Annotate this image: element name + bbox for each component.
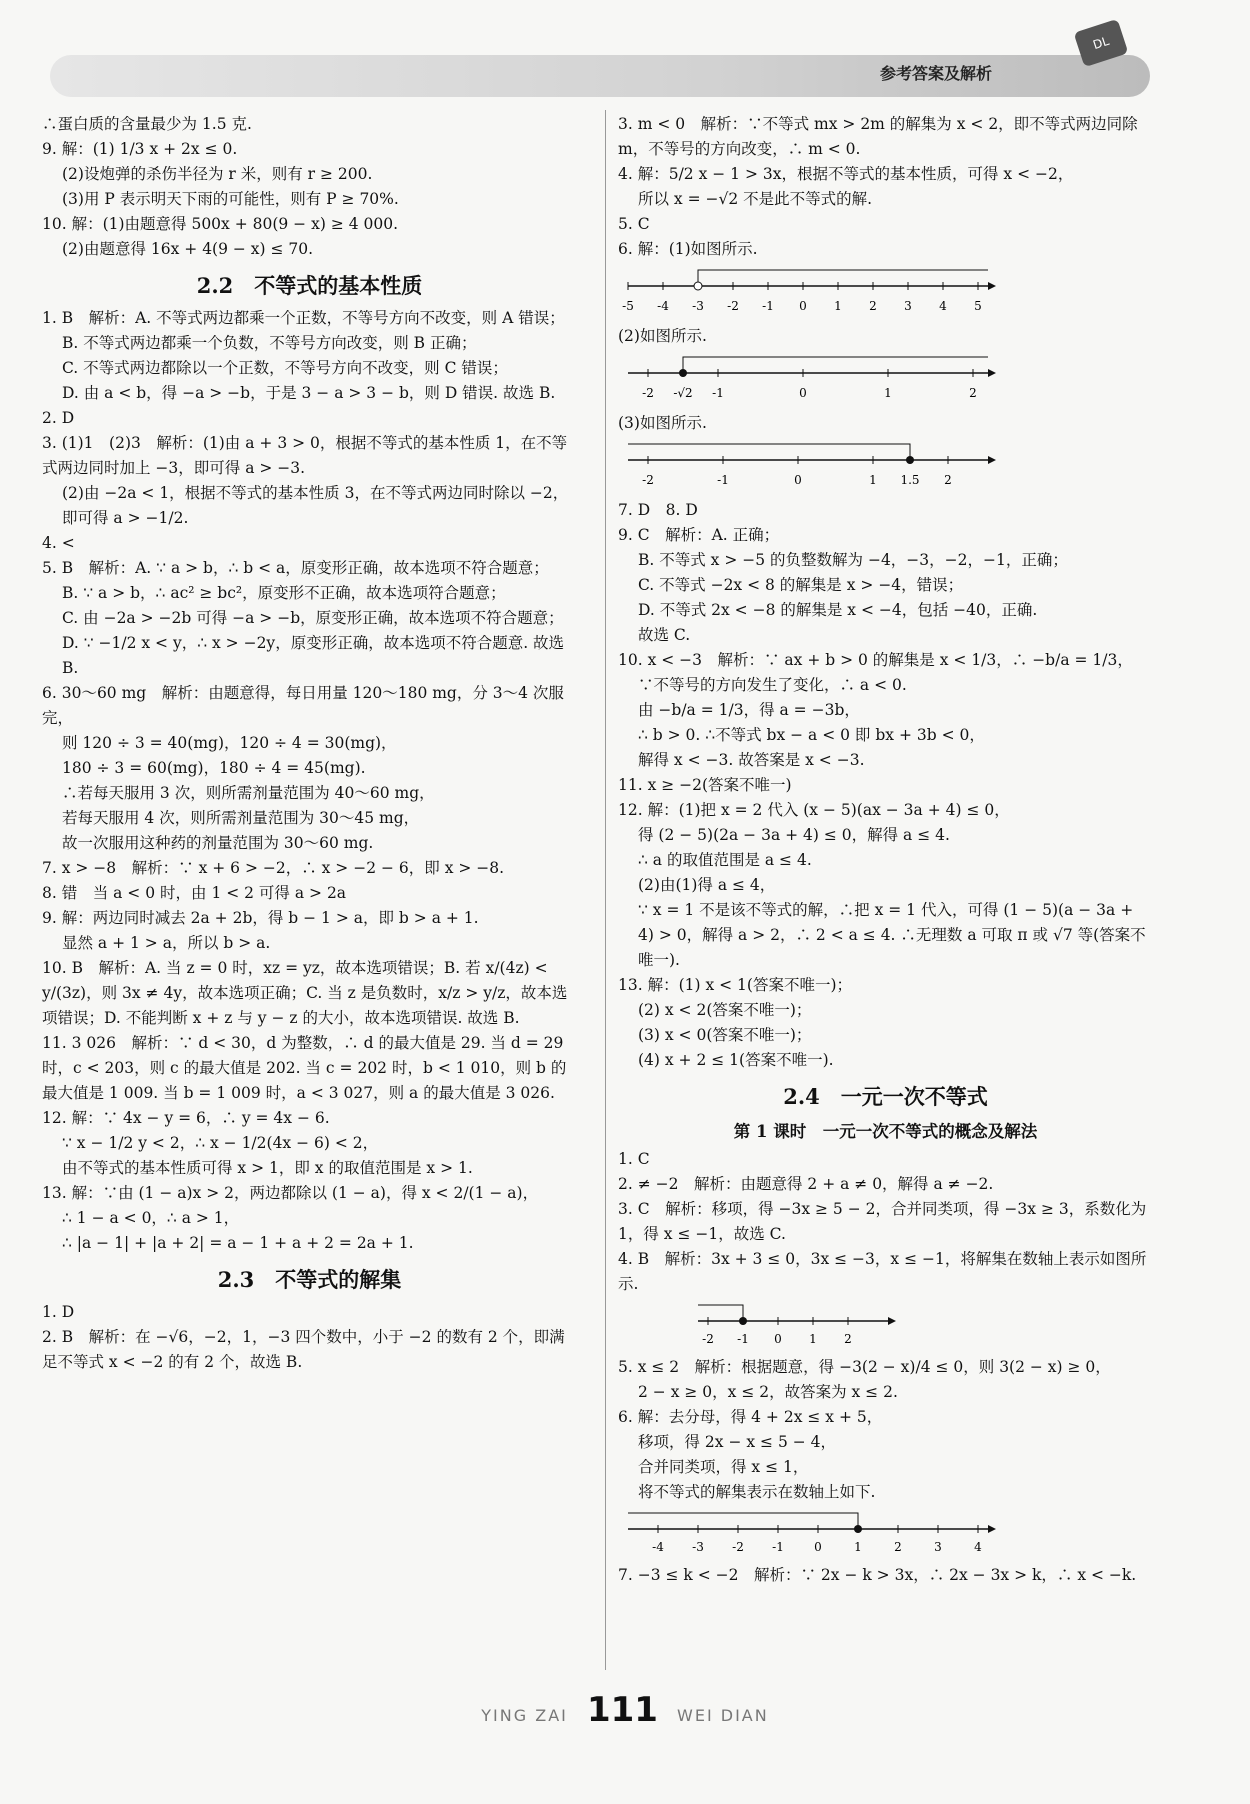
tick-label: -2 [642, 386, 654, 400]
text-line: 若每天服用 4 次，则所需剂量范围为 30～45 mg， [62, 809, 420, 827]
tick-label: -1 [762, 299, 774, 313]
tick-label: -1 [772, 1540, 784, 1554]
tick-label: 0 [799, 386, 807, 400]
solution-range [698, 1305, 743, 1321]
text-line: (2)如图所示. [618, 327, 707, 345]
number-line [618, 440, 998, 492]
text-line: 10. x < −3 解析：∵ ax + b > 0 的解集是 x < 1/3，∴ −b/a = 1/3， [618, 651, 1133, 669]
text-line: D. ∵ −1/2 x < y，∴ x > −2y，原变形正确，故本选项不符合题意. 故选 B. [62, 634, 565, 677]
text-line: 2. D [42, 409, 75, 427]
text-line: 11. x ≥ −2(答案不唯一) [618, 776, 792, 794]
text-line: (2)设炮弹的杀伤半径为 r 米，则有 r ≥ 200. [62, 165, 373, 183]
tick-label: 1 [834, 299, 842, 313]
text-line: 故选 C. [638, 626, 691, 644]
text-line: 9. C 解析：A. 正确； [618, 526, 780, 544]
text-line: 180 ÷ 3 = 60(mg)，180 ÷ 4 = 45(mg). [62, 759, 366, 777]
tick-label: -3 [692, 299, 704, 313]
text-line: 6. 30～60 mg 解析：由题意得，每日用量 120～180 mg，分 3～4 次服完， [42, 684, 564, 727]
arrow-head [988, 456, 996, 464]
text-line: ∵ x = 1 不是该不等式的解，∴把 x = 1 代入，可得 (1 − 5)(a − 3a + 4) > 0，解得 a > 2，∴ 2 < a ≤ 4. ∴无理数 a 可取 π 或 √7 等(答案不唯一). [638, 901, 1146, 969]
text-line: 得 (2 − 5)(2a − 3a + 4) ≤ 0，解得 a ≤ 4. [638, 826, 950, 844]
text-line: (3) x < 0(答案不唯一)； [638, 1026, 812, 1044]
text-line: (2)由(1)得 a ≤ 4， [638, 876, 776, 894]
text-line: (3)用 P 表示明天下雨的可能性，则有 P ≥ 70%. [62, 190, 399, 208]
text-line: (4) x + 2 ≤ 1(答案不唯一). [638, 1051, 834, 1069]
tick-label: 2 [944, 473, 952, 487]
text-line: D. 由 a < b，得 −a > −b，于是 3 − a > 3 − b，则 D 错误. 故选 B. [62, 384, 556, 402]
text-line: 10. 解：(1)由题意得 500x + 80(9 − x) ≥ 4 000. [42, 215, 399, 233]
text-line: B. 不等式两边都乘一个负数，不等号方向改变，则 B 正确； [62, 334, 477, 352]
right-column [618, 112, 1153, 1588]
text-line: 解得 x < −3. 故答案是 x < −3. [638, 751, 865, 769]
text-line: (2)由题意得 16x + 4(9 − x) ≤ 70. [62, 240, 314, 258]
open-point [694, 282, 702, 290]
arrow-head [988, 1525, 996, 1533]
closed-point [679, 369, 687, 377]
text-line: 9. 解：两边同时减去 2a + 2b，得 b − 1 > a，即 b > a + 1. [42, 909, 479, 927]
text-line: 4. B 解析：3x + 3 ≤ 0，3x ≤ −3，x ≤ −1，将解集在数轴上表示如图所示. [618, 1250, 1147, 1293]
tick-label: -2 [642, 473, 654, 487]
text-line: 4. < [42, 534, 75, 552]
tick-label: -3 [692, 1540, 704, 1554]
solution-range [698, 270, 988, 286]
closed-point [854, 1525, 862, 1533]
text-line: 8. 错 当 a < 0 时，由 1 < 2 可得 a > 2a [42, 884, 347, 902]
column-divider [605, 110, 606, 1670]
tick-label: 3 [934, 1540, 942, 1554]
solution-range [683, 357, 988, 373]
text-line: 13. 解：(1) x < 1(答案不唯一)； [618, 976, 852, 994]
text-line: 则 120 ÷ 3 = 40(mg)，120 ÷ 4 = 30(mg)， [62, 734, 397, 752]
text-line: ∴ 1 − a < 0，∴ a > 1， [62, 1209, 240, 1227]
tick-label: 1 [809, 1332, 817, 1346]
text-line: 7. −3 ≤ k < −2 解析：∵ 2x − k > 3x，∴ 2x − 3x > k，∴ x < −k. [618, 1566, 1137, 1584]
text-line: 12. 解：(1)把 x = 2 代入 (x − 5)(ax − 3a + 4) ≤ 0， [618, 801, 1010, 819]
tick-label: -1 [717, 473, 729, 487]
text-line: 4. 解：5/2 x − 1 > 3x，根据不等式的基本性质，可得 x < −2， [618, 165, 1074, 183]
tick-label: 0 [799, 299, 807, 313]
text-line: 5. x ≤ 2 解析：根据题意，得 −3(2 − x)/4 ≤ 0，则 3(2 − x) ≥ 0， [618, 1358, 1111, 1376]
tick-label: 4 [939, 299, 947, 313]
text-line: (2)由 −2a < 1，根据不等式的基本性质 3，在不等式两边同时除以 −2，即可得 a > −1/2. [62, 484, 569, 527]
section-heading: 2.3 不等式的解集 [217, 1267, 402, 1292]
tick-label: -2 [702, 1332, 714, 1346]
text-line: 所以 x = −√2 不是此不等式的解. [638, 190, 873, 208]
text-line: ∴ |a − 1| + |a + 2| = a − 1 + a + 2 = 2a + 1. [62, 1234, 414, 1252]
text-line: 1. B 解析：A. 不等式两边都乘一个正数，不等号方向不改变，则 A 错误； [42, 309, 565, 327]
text-line: 12. 解：∵ 4x − y = 6，∴ y = 4x − 6. [42, 1109, 330, 1127]
text-line: C. 由 −2a > −2b 可得 −a > −b，原变形正确，故本选项不符合题意； [62, 609, 564, 627]
text-line: D. 不等式 2x < −8 的解集是 x < −4，包括 −40，正确. [638, 601, 1038, 619]
text-line: 9. 解：(1) 1/3 x + 2x ≤ 0. [42, 140, 238, 158]
text-line: 3. C 解析：移项，得 −3x ≥ 5 − 2，合并同类项，得 −3x ≥ 3，系数化为 1，得 x ≤ −1，故选 C. [618, 1200, 1147, 1243]
text-line: ∴蛋白质的含量最少为 1.5 克. [42, 115, 252, 133]
tick-label: 2 [844, 1332, 852, 1346]
text-line: ∴若每天服用 3 次，则所需剂量范围为 40～60 mg， [62, 784, 435, 802]
tick-label: -4 [652, 1540, 664, 1554]
text-line: 由不等式的基本性质可得 x > 1，即 x 的取值范围是 x > 1. [62, 1159, 473, 1177]
text-line: ∴ a 的取值范围是 a ≤ 4. [638, 851, 812, 869]
text-line: 将不等式的解集表示在数轴上如下. [638, 1483, 876, 1501]
tick-label: 2 [869, 299, 877, 313]
tick-label: 1 [854, 1540, 862, 1554]
text-line: ∴ b > 0. ∴不等式 bx − a < 0 即 bx + 3b < 0， [638, 726, 985, 744]
text-line: 移项，得 2x − x ≤ 5 − 4， [638, 1433, 837, 1451]
number-line [618, 1509, 998, 1557]
publisher-logo: DL [1074, 19, 1129, 67]
tick-label: -2 [732, 1540, 744, 1554]
tick-label: -√2 [673, 386, 693, 400]
tick-label: 2 [894, 1540, 902, 1554]
text-line: (2) x < 2(答案不唯一)； [638, 1001, 812, 1019]
number-line [688, 1301, 1068, 1349]
text-line: 6. 解：(1)如图所示. [618, 240, 758, 258]
text-line: B. 不等式 x > −5 的负整数解为 −4，−3，−2，−1，正确； [638, 551, 1068, 569]
tick-label: 1 [884, 386, 892, 400]
tick-label: -1 [737, 1332, 749, 1346]
arrow-head [988, 369, 996, 377]
section-heading: 2.2 不等式的基本性质 [196, 273, 423, 298]
text-line: 11. 3 026 解析：∵ d < 30，d 为整数，∴ d 的最大值是 29. 当 d = 29 时，c < 203，则 c 的最大值是 202. 当 c = 202 时，b < 1 010，则 b 的最大值是 1 009. 当 b = 1 009 时，a < 3 027，则 a 的最大值是 3 026. [42, 1034, 567, 1102]
text-line: 由 −b/a = 1/3，得 a = −3b， [638, 701, 860, 719]
text-line: 7. x > −8 解析：∵ x + 6 > −2，∴ x > −2 − 6，即 x > −8. [42, 859, 505, 877]
tick-label: -2 [727, 299, 739, 313]
text-line: 1. C [618, 1150, 650, 1168]
arrow-head [888, 1317, 896, 1325]
text-line: B. ∵ a > b，∴ ac² ≥ bc²，原变形不正确，故本选项符合题意； [62, 584, 506, 602]
solution-range [628, 1513, 858, 1529]
text-line: 5. C [618, 215, 650, 233]
tick-label: 5 [974, 299, 982, 313]
text-line: ∵ x − 1/2 y < 2，∴ x − 1/2(4x − 6) < 2， [62, 1134, 379, 1152]
tick-label: 1 [869, 473, 877, 487]
left-column [42, 112, 577, 1375]
text-line: 2 − x ≥ 0，x ≤ 2，故答案为 x ≤ 2. [638, 1383, 898, 1401]
subsection-heading: 第 1 课时 一元一次不等式的概念及解法 [733, 1122, 1038, 1141]
text-line: 5. B 解析：A. ∵ a > b，∴ b < a，原变形正确，故本选项不符合题意； [42, 559, 549, 577]
page-footer [0, 1690, 1250, 1730]
tick-label: -1 [712, 386, 724, 400]
text-line: 6. 解：去分母，得 4 + 2x ≤ x + 5， [618, 1408, 883, 1426]
number-line [618, 266, 998, 318]
text-line: 13. 解：∵由 (1 − a)x > 2，两边都除以 (1 − a)，得 x < 2/(1 − a)， [42, 1184, 539, 1202]
text-line: 故一次服用这种药的剂量范围为 30～60 mg. [62, 834, 374, 852]
closed-point [739, 1317, 747, 1325]
text-line: 10. B 解析：A. 当 z = 0 时，xz = yz，故本选项错误；B. 若 x/(4z) < y/(3z)，则 3x ≠ 4y，故本选项正确；C. 当 z 是负数时，x/z > y/z，故本选项错误；D. 不能判断 x + z 与 y − z 的大小，故本选项错误. 故选 B. [42, 959, 568, 1027]
text-line: 7. D 8. D [618, 501, 698, 519]
number-line [618, 353, 998, 405]
text-line: 2. B 解析：在 −√6，−2，1，−3 四个数中，小于 −2 的数有 2 个，即满足不等式 x < −2 的有 2 个，故选 B. [42, 1328, 565, 1371]
tick-label: 3 [904, 299, 912, 313]
tick-label: -5 [622, 299, 634, 313]
text-line: (3)如图所示. [618, 414, 707, 432]
text-line: 3. (1)1 (2)3 解析：(1)由 a + 3 > 0，根据不等式的基本性质 1，在不等式两边同时加上 −3，即可得 a > −3. [42, 434, 568, 477]
text-line: C. 不等式 −2x < 8 的解集是 x > −4，错误； [638, 576, 964, 594]
solution-range [628, 444, 910, 460]
text-line: 3. m < 0 解析：∵不等式 mx > 2m 的解集为 x < 2，即不等式两边同除 m，不等号的方向改变，∴ m < 0. [618, 115, 1138, 158]
tick-label: 0 [814, 1540, 822, 1554]
tick-label: 0 [794, 473, 802, 487]
tick-label: 2 [969, 386, 977, 400]
footer-right: WEI DIAN [677, 1706, 769, 1725]
text-line: 2. ≠ −2 解析：由题意得 2 + a ≠ 0，解得 a ≠ −2. [618, 1175, 994, 1193]
text-line: 合并同类项，得 x ≤ 1， [638, 1458, 809, 1476]
text-line: ∵不等号的方向发生了变化，∴ a < 0. [638, 676, 907, 694]
text-line: C. 不等式两边都除以一个正数，不等号方向不改变，则 C 错误； [62, 359, 508, 377]
tick-label: 1.5 [900, 473, 920, 487]
text-line: 1. D [42, 1303, 75, 1321]
tick-label: 4 [974, 1540, 982, 1554]
section-heading: 2.4 一元一次不等式 [783, 1084, 988, 1109]
footer-left: YING ZAI [481, 1706, 568, 1725]
closed-point [906, 456, 914, 464]
text-line: 显然 a + 1 > a，所以 b > a. [62, 934, 271, 952]
header-title: 参考答案及解析 [880, 64, 993, 83]
page-number: 111 [586, 1690, 658, 1730]
tick-label: 0 [774, 1332, 782, 1346]
arrow-head [988, 282, 996, 290]
tick-label: -4 [657, 299, 669, 313]
